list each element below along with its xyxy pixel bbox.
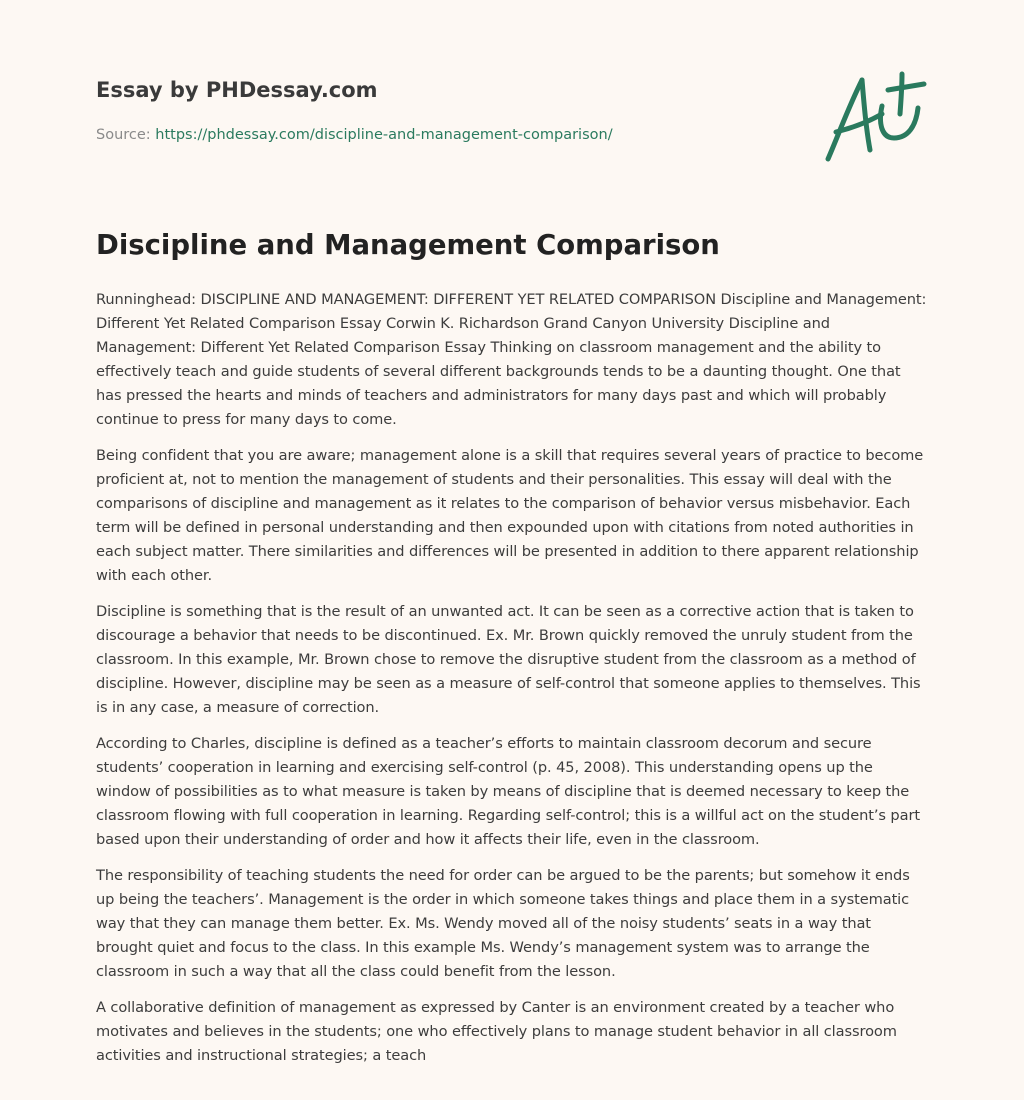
essay-paragraph: Runninghead: DISCIPLINE AND MANAGEMENT: DIFFERENT YET RELATED COMPARISON Discipline and Management: Different Yet Related Comparison Essay Corwin K. Richardson Grand Canyon University Discipline and Management: Different Yet Related Comparison Essay Thinking on classroom management and the ability to effectively teach and guide students of several different backgrounds tends to be a daunting thought. One that has pressed the hearts and minds of teachers and administrators for many days past and which will probably continue to press for many days to come. — [96, 291, 927, 428]
a-plus-grade-logo-icon — [822, 66, 932, 166]
source-link[interactable]: https://phdessay.com/discipline-and-management-comparison/ — [155, 127, 613, 143]
essay-paragraph: According to Charles, discipline is defined as a teacher’s efforts to maintain classroom decorum and secure students’ cooperation in learning and exercising self-control (p. 45, 2008). This understanding opens up the window of possibilities as to what measure is taken by means of discipline that is deemed necessary to keep the classroom flowing with full cooperation in learning. Regarding self-control; this is a willful act on the student’s part based upon their understanding of order and how it affects their life, even in the classroom. — [96, 735, 920, 848]
essay-paragraph: The responsibility of teaching students the need for order can be argued to be the parents; but somehow it ends up being the teachers’. Management is the order in which someone takes things and place them in a systematic way that they can manage them better. Ex. Ms. Wendy moved all of the noisy students’ seats in a way that brought quiet and focus to the class. In this example Ms. Wendy’s management system was to arrange the classroom in such a way that all the class could benefit from the lesson. — [96, 867, 910, 980]
essay-content — [96, 226, 928, 1080]
page-header — [96, 76, 796, 145]
essay-paragraph: Discipline is something that is the result of an unwanted act. It can be seen as a corrective action that is taken to discourage a behavior that needs to be discontinued. Ex. Mr. Brown quickly removed the unruly student from the classroom. In this example, Mr. Brown chose to remove the disruptive student from the classroom as a method of discipline. However, discipline may be seen as a measure of self-control that someone applies to themselves. This is in any case, a measure of correction. — [96, 603, 921, 716]
source-line — [96, 125, 796, 145]
essay-title: Discipline and Management Comparison — [96, 229, 720, 261]
site-title: Essay by PHDessay.com — [96, 78, 378, 102]
essay-paragraph: A collaborative definition of management as expressed by Canter is an environment created by a teacher who motivates and believes in the students; one who effectively plans to manage student behavior in all classroom activities and instructional strategies; a teach — [96, 999, 897, 1064]
source-label: Source: — [96, 127, 156, 143]
essay-paragraph: Being confident that you are aware; management alone is a skill that requires several years of practice to become proficient at, not to mention the management of students and their personalities. This essay will deal with the comparisons of discipline and management as it relates to the comparison of behavior versus misbehavior. Each term will be defined in personal understanding and then expounded upon with citations from noted authorities in each subject matter. There similarities and differences will be presented in addition to there apparent relationship with each other. — [96, 447, 924, 584]
